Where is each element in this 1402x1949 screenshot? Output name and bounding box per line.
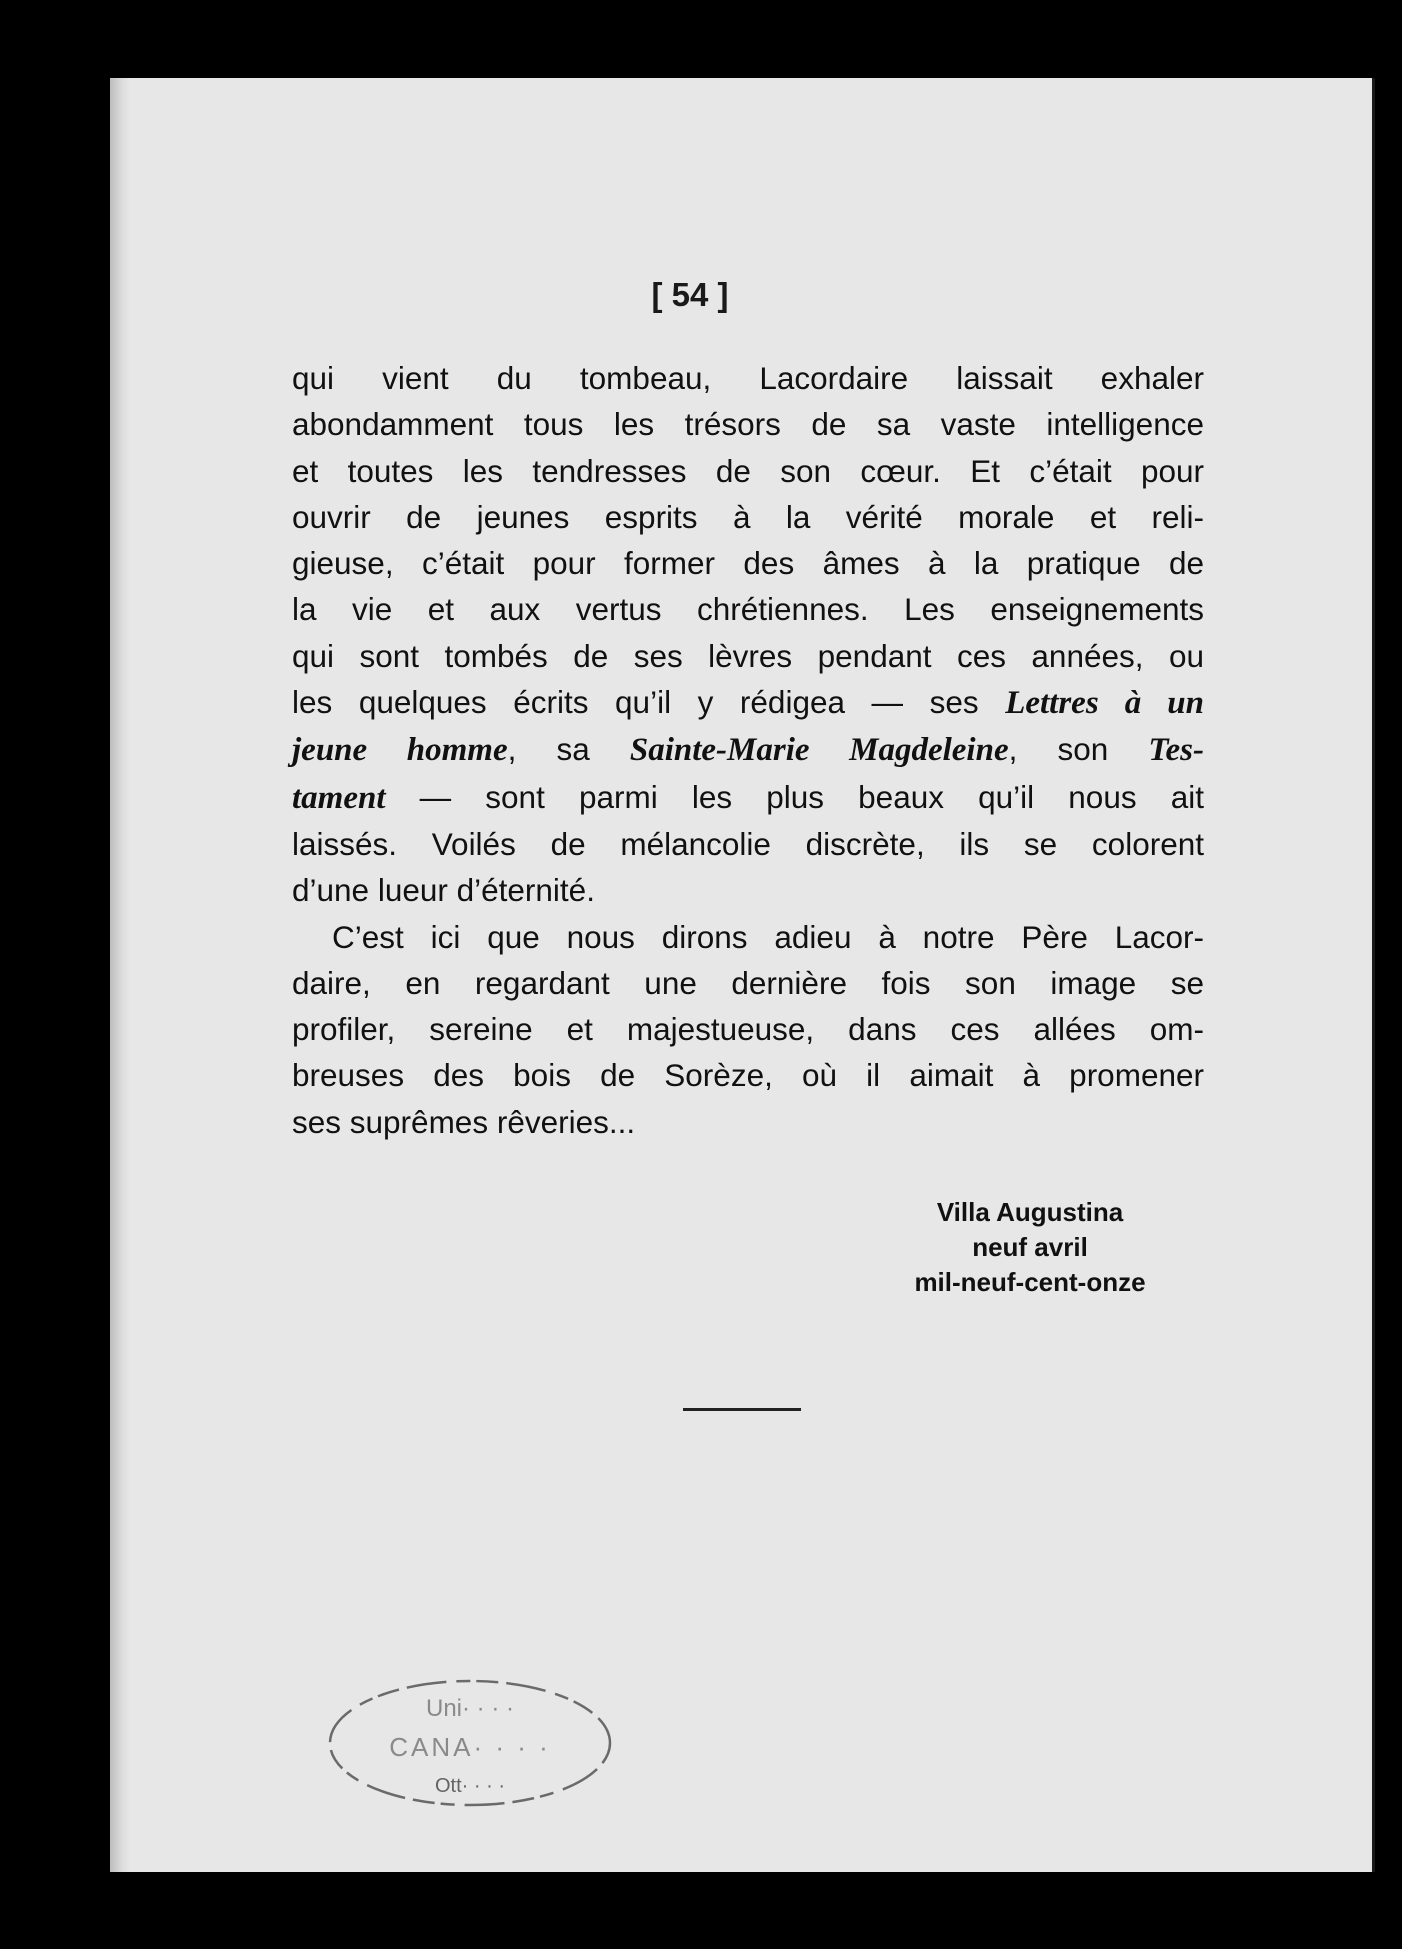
body-text	[292, 355, 1204, 1145]
text-line	[292, 726, 1204, 773]
text-line: breuses des bois de Sorèze, où il aimait à promener	[292, 1057, 1204, 1094]
text-segment: — sont parmi les plus beaux qu’il nous ait	[385, 778, 1204, 815]
svg-text:Uni· · · ·: Uni· · · ·	[426, 1695, 514, 1722]
text-line: la vie et aux vertus chrétiennes. Les enseignements	[292, 591, 1204, 628]
italic-title: Tes-	[1148, 732, 1204, 769]
text-line: qui sont tombés de ses lèvres pendant ces années, ou	[292, 637, 1204, 674]
signature-year: mil-neuf-cent-onze	[914, 1267, 1146, 1297]
text-segment: , sa	[507, 731, 590, 768]
text-line: gieuse, c’était pour former des âmes à la pratique de	[292, 545, 1204, 582]
text-line: laissés. Voilés de mélancolie discrète, ils se colorent	[292, 825, 1204, 862]
page-edge	[1372, 78, 1375, 1872]
text-line	[292, 774, 1204, 821]
signature-block	[880, 1195, 1180, 1300]
library-stamp	[320, 1668, 620, 1818]
italic-title: jeune homme	[292, 732, 508, 769]
text-line: ouvrir de jeunes esprits à la vérité morale et reli-	[292, 498, 1204, 535]
page-number: [ 54 ]	[651, 276, 729, 313]
page-binding-shadow	[110, 78, 130, 1872]
end-rule	[683, 1408, 801, 1411]
text-line: qui vient du tombeau, Lacordaire laissait exhaler	[292, 360, 1204, 396]
svg-text:CANA· · · ·: CANA· · · ·	[389, 1732, 551, 1762]
signature-date: neuf avril	[972, 1232, 1088, 1262]
italic-title: Lettres à un	[1005, 685, 1204, 722]
text-segment: les quelques écrits qu’il y rédigea — ses	[292, 684, 979, 721]
text-line: daire, en regardant une dernière fois son image se	[292, 964, 1204, 1001]
text-line: abondamment tous les trésors de sa vaste intelligence	[292, 406, 1204, 443]
italic-title: Sainte-Marie Magdeleine	[629, 732, 1009, 769]
svg-text:Ott· · · ·: Ott· · · ·	[435, 1775, 505, 1797]
text-line	[292, 679, 1204, 726]
text-line: C’est ici que nous dirons adieu à notre Père Lacor-	[332, 918, 1204, 955]
signature-place: Villa Augustina	[936, 1197, 1124, 1227]
text-line: et toutes les tendresses de son cœur. Et c’était pour	[292, 452, 1204, 489]
text-line: d’une lueur d’éternité.	[292, 872, 595, 909]
text-line: ses suprêmes rêveries...	[292, 1103, 636, 1140]
text-line: profiler, sereine et majestueuse, dans ces allées om-	[292, 1011, 1204, 1048]
italic-title: tament	[292, 779, 386, 816]
text-segment: , son	[1008, 731, 1109, 768]
